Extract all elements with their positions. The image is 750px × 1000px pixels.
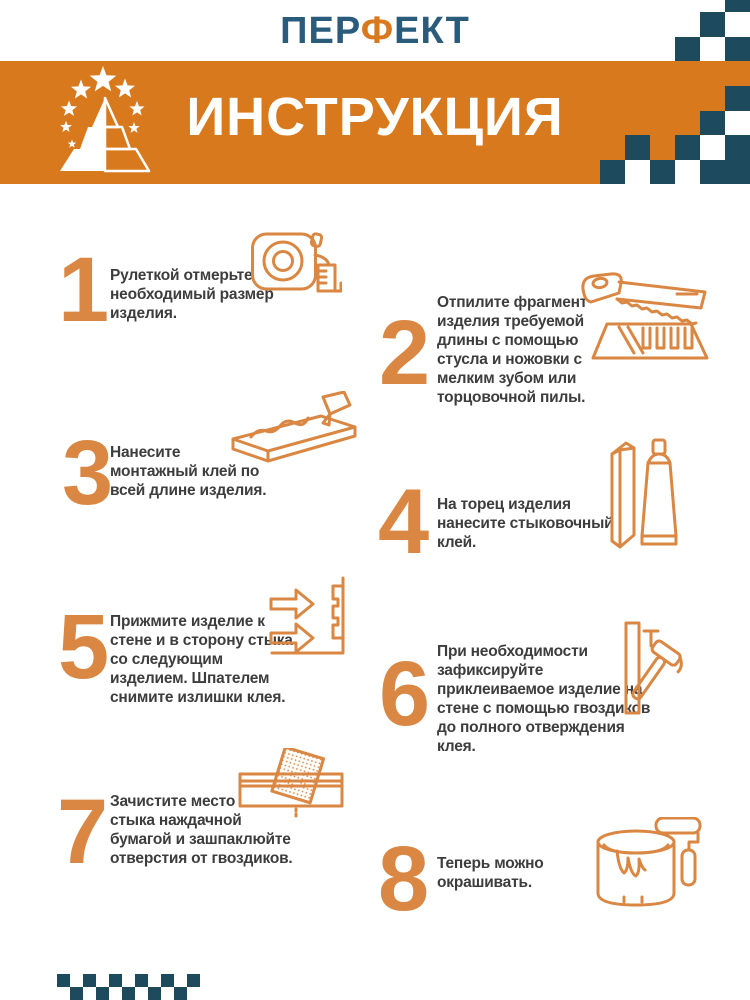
brand-pre: ПЕР bbox=[280, 10, 361, 52]
text-line: до полного отверждения bbox=[437, 719, 625, 736]
step-6-text bbox=[437, 642, 650, 756]
step-1-number: 1 bbox=[58, 239, 110, 341]
brand-logo bbox=[52, 64, 182, 182]
text-line: длины с помощью bbox=[437, 332, 579, 349]
tape-measure-icon bbox=[250, 231, 342, 297]
text-line: клея. bbox=[437, 738, 476, 755]
hand-saw-miter-box-icon bbox=[577, 268, 713, 366]
text-line: бумагой и зашпаклюйте bbox=[110, 831, 291, 848]
checker-pattern-top-right bbox=[600, 0, 750, 184]
step-2-text bbox=[437, 293, 587, 407]
text-line: мелким зубом или bbox=[437, 370, 577, 387]
glue-on-molding-icon bbox=[228, 391, 361, 477]
text-line: Рулеткой отмерьте bbox=[110, 267, 253, 284]
text-line: окрашивать. bbox=[437, 874, 532, 891]
text-line: Нанесите bbox=[110, 444, 181, 461]
text-line: торцовочной пилы. bbox=[437, 389, 586, 406]
checker-pattern-bottom-left bbox=[57, 974, 200, 1000]
text-line: Теперь можно bbox=[437, 855, 544, 872]
text-line: монтажный клей по bbox=[110, 463, 260, 480]
text-line: изделием. Шпателем bbox=[110, 670, 270, 687]
text-line: стене с помощью гвоздиков bbox=[437, 700, 651, 717]
step-8-text bbox=[437, 854, 544, 892]
text-line: Зачистите место bbox=[110, 793, 236, 810]
text-line: снимите излишки клея. bbox=[110, 689, 286, 706]
text-line: изделия. bbox=[110, 305, 177, 322]
brand-highlight-letter: Ф bbox=[360, 10, 395, 52]
text-line: всей длине изделия. bbox=[110, 482, 267, 499]
hammer-nail-icon bbox=[621, 620, 689, 720]
step-5-number: 5 bbox=[58, 596, 110, 698]
text-line: приклеиваемое изделие на bbox=[437, 681, 643, 698]
text-line: Отпилите фрагмент bbox=[437, 294, 588, 311]
text-line: Прижмите изделие к bbox=[110, 613, 265, 630]
text-line: стыка наждачной bbox=[110, 812, 242, 829]
text-line: необходимый размер bbox=[110, 286, 274, 303]
text-line: нанесите стыковочный bbox=[437, 515, 614, 532]
text-line: стене и в сторону стыка bbox=[110, 632, 293, 649]
step-2-number: 2 bbox=[379, 302, 431, 404]
text-line: стусла и ножовки с bbox=[437, 351, 582, 368]
step-4-text bbox=[437, 495, 613, 552]
page-title: ИНСТРУКЦИЯ bbox=[186, 87, 564, 147]
text-line: со следующим bbox=[110, 651, 223, 668]
text-line: изделия требуемой bbox=[437, 313, 584, 330]
brand-post: ЕКТ bbox=[394, 10, 470, 52]
sandpaper-icon bbox=[238, 748, 344, 818]
text-line: При необходимости bbox=[437, 643, 588, 660]
step-6-number: 6 bbox=[379, 643, 431, 745]
text-line: зафиксируйте bbox=[437, 662, 544, 679]
step-7-number: 7 bbox=[57, 781, 109, 883]
press-arrows-wall-icon bbox=[266, 576, 348, 668]
text-line: На торец изделия bbox=[437, 496, 571, 513]
molding-and-glue-tube-icon bbox=[604, 437, 679, 557]
text-line: клей. bbox=[437, 534, 477, 551]
text-line: отверстия от гвоздиков. bbox=[110, 850, 293, 867]
paint-bucket-roller-icon bbox=[592, 817, 702, 915]
pyramid-with-stars-icon bbox=[52, 64, 182, 182]
step-8-number: 8 bbox=[378, 828, 430, 930]
step-4-number: 4 bbox=[378, 471, 430, 573]
step-3-number: 3 bbox=[62, 422, 114, 524]
